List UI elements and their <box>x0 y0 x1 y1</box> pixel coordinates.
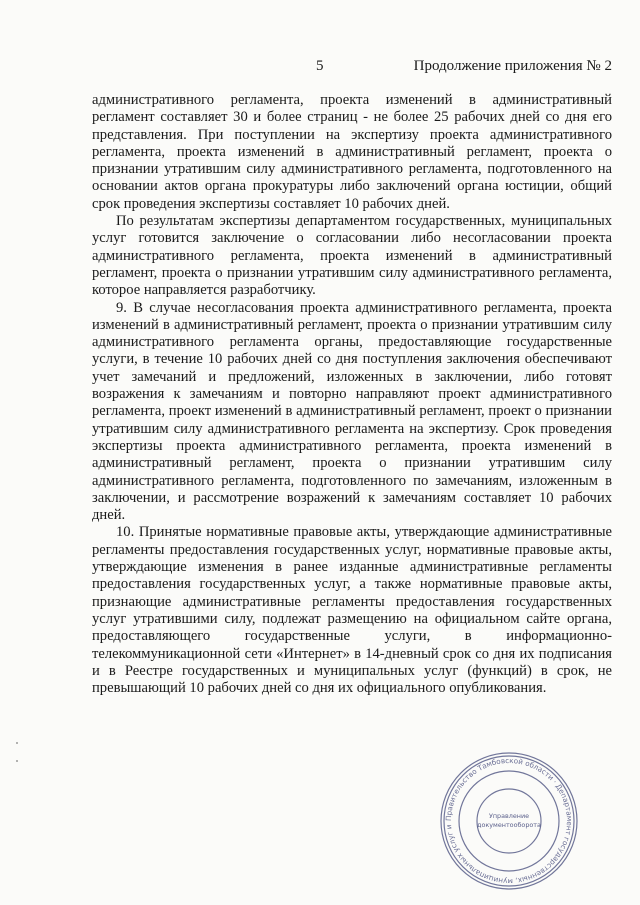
scan-artifact <box>16 742 18 744</box>
document-body <box>92 92 612 697</box>
paragraph-exam-terms: административного регламента, проекта изменений в административный регламент составляет 30 и более страниц - не более 25 рабочих дней со дня его представления. При поступлении на экспертизу проекта административного регламента, проекта изменений в административный регламент, проекта о признании утратившим силу административного регламента, подготовленного на основании актов органа прокуратуры либо заключений органа юстиции, общий срок проведения экспертизы составляет 10 рабочих дней. <box>92 92 612 212</box>
official-seal-stamp <box>438 750 580 892</box>
paragraph-exam-results: По результатам экспертизы департаментом государственных, муниципальных услуг готовится заключение о согласовании либо несогласовании проекта административного регламента, проекта изменений в административный регламент, проекта о признании утратившим силу административного регламента, которое направляется разработчику. <box>92 213 612 299</box>
paragraph-item-9: 9. В случае несогласования проекта административного регламента, проекта изменений в административный регламент, проекта о признании утратившим силу административного регламента органы, предоставляющие государственные услуги, в течение 10 рабочих дней со дня поступления заключения обеспечивают учет замечаний и предложений, изложенных в заключении, либо готовят возражения к замечаниям и повторно направляют проект административного регламента, проект изменений в административный регламент, проект о признании утратившим силу административного регламента на экспертизу. Срок проведения экспертизы проекта административного регламента, проекта изменений в административный регламент, проекта о признании утратившим силу административного регламента, подготовленного по замечаниям, изложенным в заключении, и рассмотрение возражений к замечаниям составляет 10 рабочих дней. <box>92 299 612 524</box>
seal-center-line-2: документооборота <box>477 821 541 829</box>
scan-artifact <box>16 760 18 762</box>
appendix-continuation-label: Продолжение приложения № 2 <box>413 58 612 74</box>
paragraph-item-10: 10. Принятые нормативные правовые акты, утверждающие административные регламенты предоставления государственных услуг, нормативные правовые акты, утверждающие изменения в ранее изданные административные регламенты предоставления государственных услуг, а также нормативные правовые акты, признающие административные регламенты предоставления государственных услуг утратившими силу, подлежат размещению на официальном сайте органа, предоставляющего государственные услуги, в информационно-телекоммуникационной сети «Интернет» в 14-дневный срок со дня их подписания и в Реестре государственных и муниципальных услуг (функций) в срок, не превышающий 10 рабочих дней со дня их официального опубликования. <box>92 524 612 697</box>
seal-center-line-1: Управление <box>488 812 530 820</box>
page-number: 5 <box>316 58 324 74</box>
seal-ring-text: Правительство Тамбовской области · Департамент государственных, муниципальных услуг и <box>443 755 575 887</box>
seal-icon <box>438 750 580 892</box>
